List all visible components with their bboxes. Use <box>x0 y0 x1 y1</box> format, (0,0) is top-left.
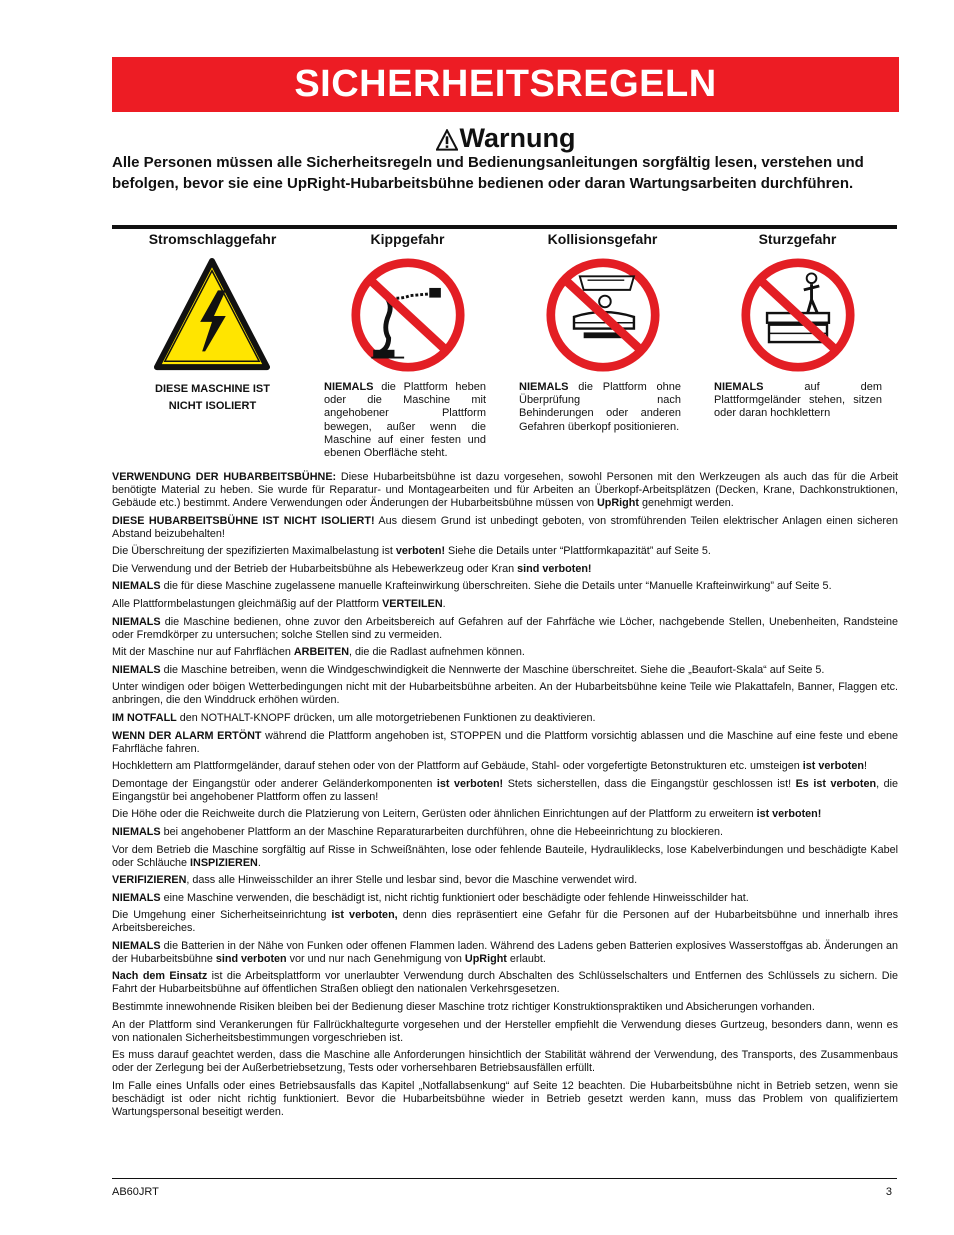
rule-paragraph: WENN DER ALARM ERTÖNT während die Plattform angehoben ist, STOPPEN und die Plattform vorsichtig ablassen und die Maschine auf eine feste und ebene Fahrfläche fahren. <box>112 729 898 755</box>
rule-paragraph: Die Überschreitung der spezifizierten Maximalbelastung ist verboten! Siehe die Details unter “Plattformkapazität” auf Seite 5. <box>112 545 711 558</box>
safety-rules-body <box>112 471 898 1123</box>
no-climbing-icon <box>740 257 856 373</box>
footer-divider <box>112 1178 897 1179</box>
page-title: SICHERHEITSREGELN <box>294 63 717 105</box>
hazard-title: Kollisionsgefahr <box>547 231 658 247</box>
warning-heading <box>112 123 899 154</box>
rule-paragraph: Mit der Maschine nur auf Fahrflächen ARBEITEN, die die Radlast aufnehmen können. <box>112 646 525 659</box>
rule-paragraph: Bestimmte innewohnende Risiken bleiben bei der Bedienung dieser Maschine trotz richtiger Konstruktionspraktiken und Absicherungen vorhanden. <box>112 1001 815 1014</box>
rule-paragraph: Hochklettern am Plattformgeländer, darauf stehen oder von der Plattform auf Gebäude, Stahl- oder vorgefertigte Betonstrukturen etc. umsteigen ist verboten! <box>112 760 867 773</box>
hazard-fall <box>700 231 895 420</box>
rule-paragraph: Nach dem Einsatz ist die Arbeitsplattform vor unerlaubter Verwendung durch Abschalten des Schlüsselschalters und Entfernen des Schlüssels zu sichern. Die Fahrt der Hubarbeitsbühne auf öffentlichen Straßen obliegt den nationalen Verkehrsgesetzen. <box>112 970 898 996</box>
no-tipping-icon <box>350 257 466 373</box>
rule-paragraph: NIEMALS eine Maschine verwenden, die beschädigt ist, nicht richtig funktioniert oder beschädigte oder fehlende Hinweisschilder hat. <box>112 891 749 904</box>
rule-paragraph: Vor dem Betrieb die Maschine sorgfältig auf Risse in Schweißnähten, lose oder fehlende Bauteile, Hydrauliklecks, lose Kabelverbindungen und beschädigte Kabel oder Schläuche INSPIZIEREN. <box>112 843 898 869</box>
rule-paragraph: NIEMALS die Maschine bedienen, ohne zuvor den Arbeitsbereich auf Gefahren auf der Fahrfäche wie Löcher, nachgebende Stellen, Unebenheiten, Randsteine oder Fremdkörper zu untersuchen; solche Stellen sind zu vermeiden. <box>112 615 898 641</box>
rule-paragraph: IM NOTFALL den NOTHALT-KNOPF drücken, um alle motorgetriebenen Funktionen zu deaktivieren. <box>112 711 596 724</box>
rule-paragraph: Im Falle eines Unfalls oder eines Betriebsausfalls das Kapitel „Notfallabsenkung“ auf Seite 12 beachten. Die Hubarbeitsbühne nicht in Betrieb setzen, wenn sie beschädigt ist oder nicht richtig funktioniert. Bevor die Hubarbeitsbühne wieder in Betrieb gesetzt werden kann, muss das Problem von qualifiziertem Wartungspersonal beseitigt werden. <box>112 1079 898 1118</box>
rule-paragraph: VERWENDUNG DER HUBARBEITSBÜHNE: Diese Hubarbeitsbühne ist dazu vorgesehen, sowohl Personen mit den Werkzeugen als auch das für die Arbeit benötigte Material zu heben. Sie wurde für Reparatur- und Montagearbeiten und für Arbeiten an Überkopf-Arbeitsplätzen (Decken, Krane, Dachkonstruktionen, Gebäude etc.) bestimmt. Andere Verwendungen oder Änderungen der Hubarbeitsbühne müssen von UpRight genehmigt werden. <box>112 471 898 509</box>
hazard-collision <box>505 231 700 433</box>
rule-paragraph: Die Umgehung einer Sicherheitseinrichtung ist verboten, denn dies repräsentiert eine Gefahr für die Personen auf der Hubarbeitsbühne und innerhalb ihres Arbeitsbereiches. <box>112 909 898 935</box>
hazard-text: NIEMALS die Plattform heben oder die Maschine mit angehobener Plattform bewegen, außer wenn die Maschine auf einer festen und ebenen Oberfläche steht. <box>324 381 486 460</box>
rule-paragraph: Die Verwendung und der Betrieb der Hubarbeitsbühne als Hebewerkzeug oder Kran sind verboten! <box>112 562 592 575</box>
hazard-title: Kippgefahr <box>370 231 445 247</box>
rule-paragraph: Unter windigen oder böigen Wetterbedingungen nicht mit der Hubarbeitsbühne arbeiten. An der Hubarbeitsbühne keine Teile wie Plakattafeln, Banner, Flaggen etc. anbringen, die den Winddruck erhöhen würden. <box>112 681 898 707</box>
rule-paragraph: DIESE HUBARBEITSBÜHNE IST NICHT ISOLIERT! Aus diesem Grund ist unbedingt geboten, von stromführenden Teilen elektrischer Anlagen einen sicheren Abstand beizubehalten! <box>112 514 898 540</box>
hazard-text: DIESE MASCHINE IST NICHT ISOLIERT <box>155 383 270 412</box>
hazard-title: Sturzgefahr <box>758 231 837 247</box>
hazard-text: NIEMALS die Plattform ohne Überprüfung nach Behinderungen oder anderen Gefahren überkopf positionieren. <box>519 381 681 433</box>
hazard-title: Stromschlaggefahr <box>148 231 277 247</box>
warning-title: Warnung <box>459 123 576 153</box>
rule-paragraph: Demontage der Eingangstür oder anderer Geländerkomponenten ist verboten! Stets sicherstellen, dass die Eingangstür geschlossen ist! Es ist verboten, die Eingangstür bei angehobener Plattform offen zu lassen! <box>112 777 898 803</box>
no-collision-icon <box>545 257 661 373</box>
rule-paragraph: Die Höhe oder die Reichweite durch die Platzierung von Leitern, Gerüsten oder ähnlichen Einrichtungen auf der Plattform zu erweitern ist verboten! <box>112 808 822 821</box>
rule-paragraph: NIEMALS die Maschine betreiben, wenn die Windgeschwindigkeit die Nennwerte der Maschine überschreitet. Siehe die „Beaufort-Skala“ auf Seite 5. <box>112 663 825 676</box>
section-divider <box>112 225 897 229</box>
rule-paragraph: VERIFIZIEREN, dass alle Hinweisschilder an ihrer Stelle und lesbar sind, bevor die Maschine verwendet wird. <box>112 874 638 887</box>
page-number: 3 <box>885 1186 892 1198</box>
hazard-electric-shock <box>115 231 310 412</box>
model-number: AB60JRT <box>112 1186 159 1198</box>
rule-paragraph: Alle Plattformbelastungen gleichmäßig auf der Plattform VERTEILEN. <box>112 597 446 610</box>
rule-paragraph: NIEMALS bei angehobener Plattform an der Maschine Reparaturarbeiten durchführen, ohne die Hebeeinrichtung zu blockieren. <box>112 825 723 838</box>
title-banner <box>112 57 899 112</box>
warning-intro: Alle Personen müssen alle Sicherheitsregeln und Bedienungsanleitungen sorgfältig lesen, verstehen und befolgen, bevor sie eine UpRight-Hubarbeitsbühne bedienen oder daran Wartungsarbeiten durchführen. <box>112 154 864 192</box>
warning-triangle-icon <box>436 129 458 151</box>
electric-shock-warning-icon <box>147 257 277 375</box>
rule-paragraph: Es muss darauf geachtet werden, dass die Maschine alle Anforderungen hinsichtlich der Stabilität während der Verwendung, des Transports, des Zusammenbaus oder der Zerlegung bei der Außerbetriebsetzung, Tests oder vorhersehbaren Betriebsausfällen erfüllt. <box>112 1049 898 1075</box>
hazard-tipping <box>310 231 505 460</box>
rule-paragraph: NIEMALS die für diese Maschine zugelassene manuelle Krafteinwirkung überschreiten. Siehe die Details unter “Manuelle Krafteinwirkung” auf Seite 5. <box>112 580 832 593</box>
rule-paragraph: An der Plattform sind Verankerungen für Fallrückhaltegurte vorgesehen und der Hersteller empfiehlt die Verwendung dieses Gurtzeug, besonders dann, wenn es von nationalen Sicherheitsbestimmungen vorgeschrieben ist. <box>112 1018 898 1044</box>
rule-paragraph: NIEMALS die Batterien in der Nähe von Funken oder offenen Flammen laden. Während des Ladens geben Batterien explosives Wasserstoffgas ab. Änderungen an der Hubarbeitsbühne sind verboten vor und nur nach Genehmigung von UpRight erlaubt. <box>112 939 898 965</box>
hazard-text: NIEMALS auf dem Plattformgeländer stehen, sitzen oder daran hochklettern <box>714 381 882 420</box>
